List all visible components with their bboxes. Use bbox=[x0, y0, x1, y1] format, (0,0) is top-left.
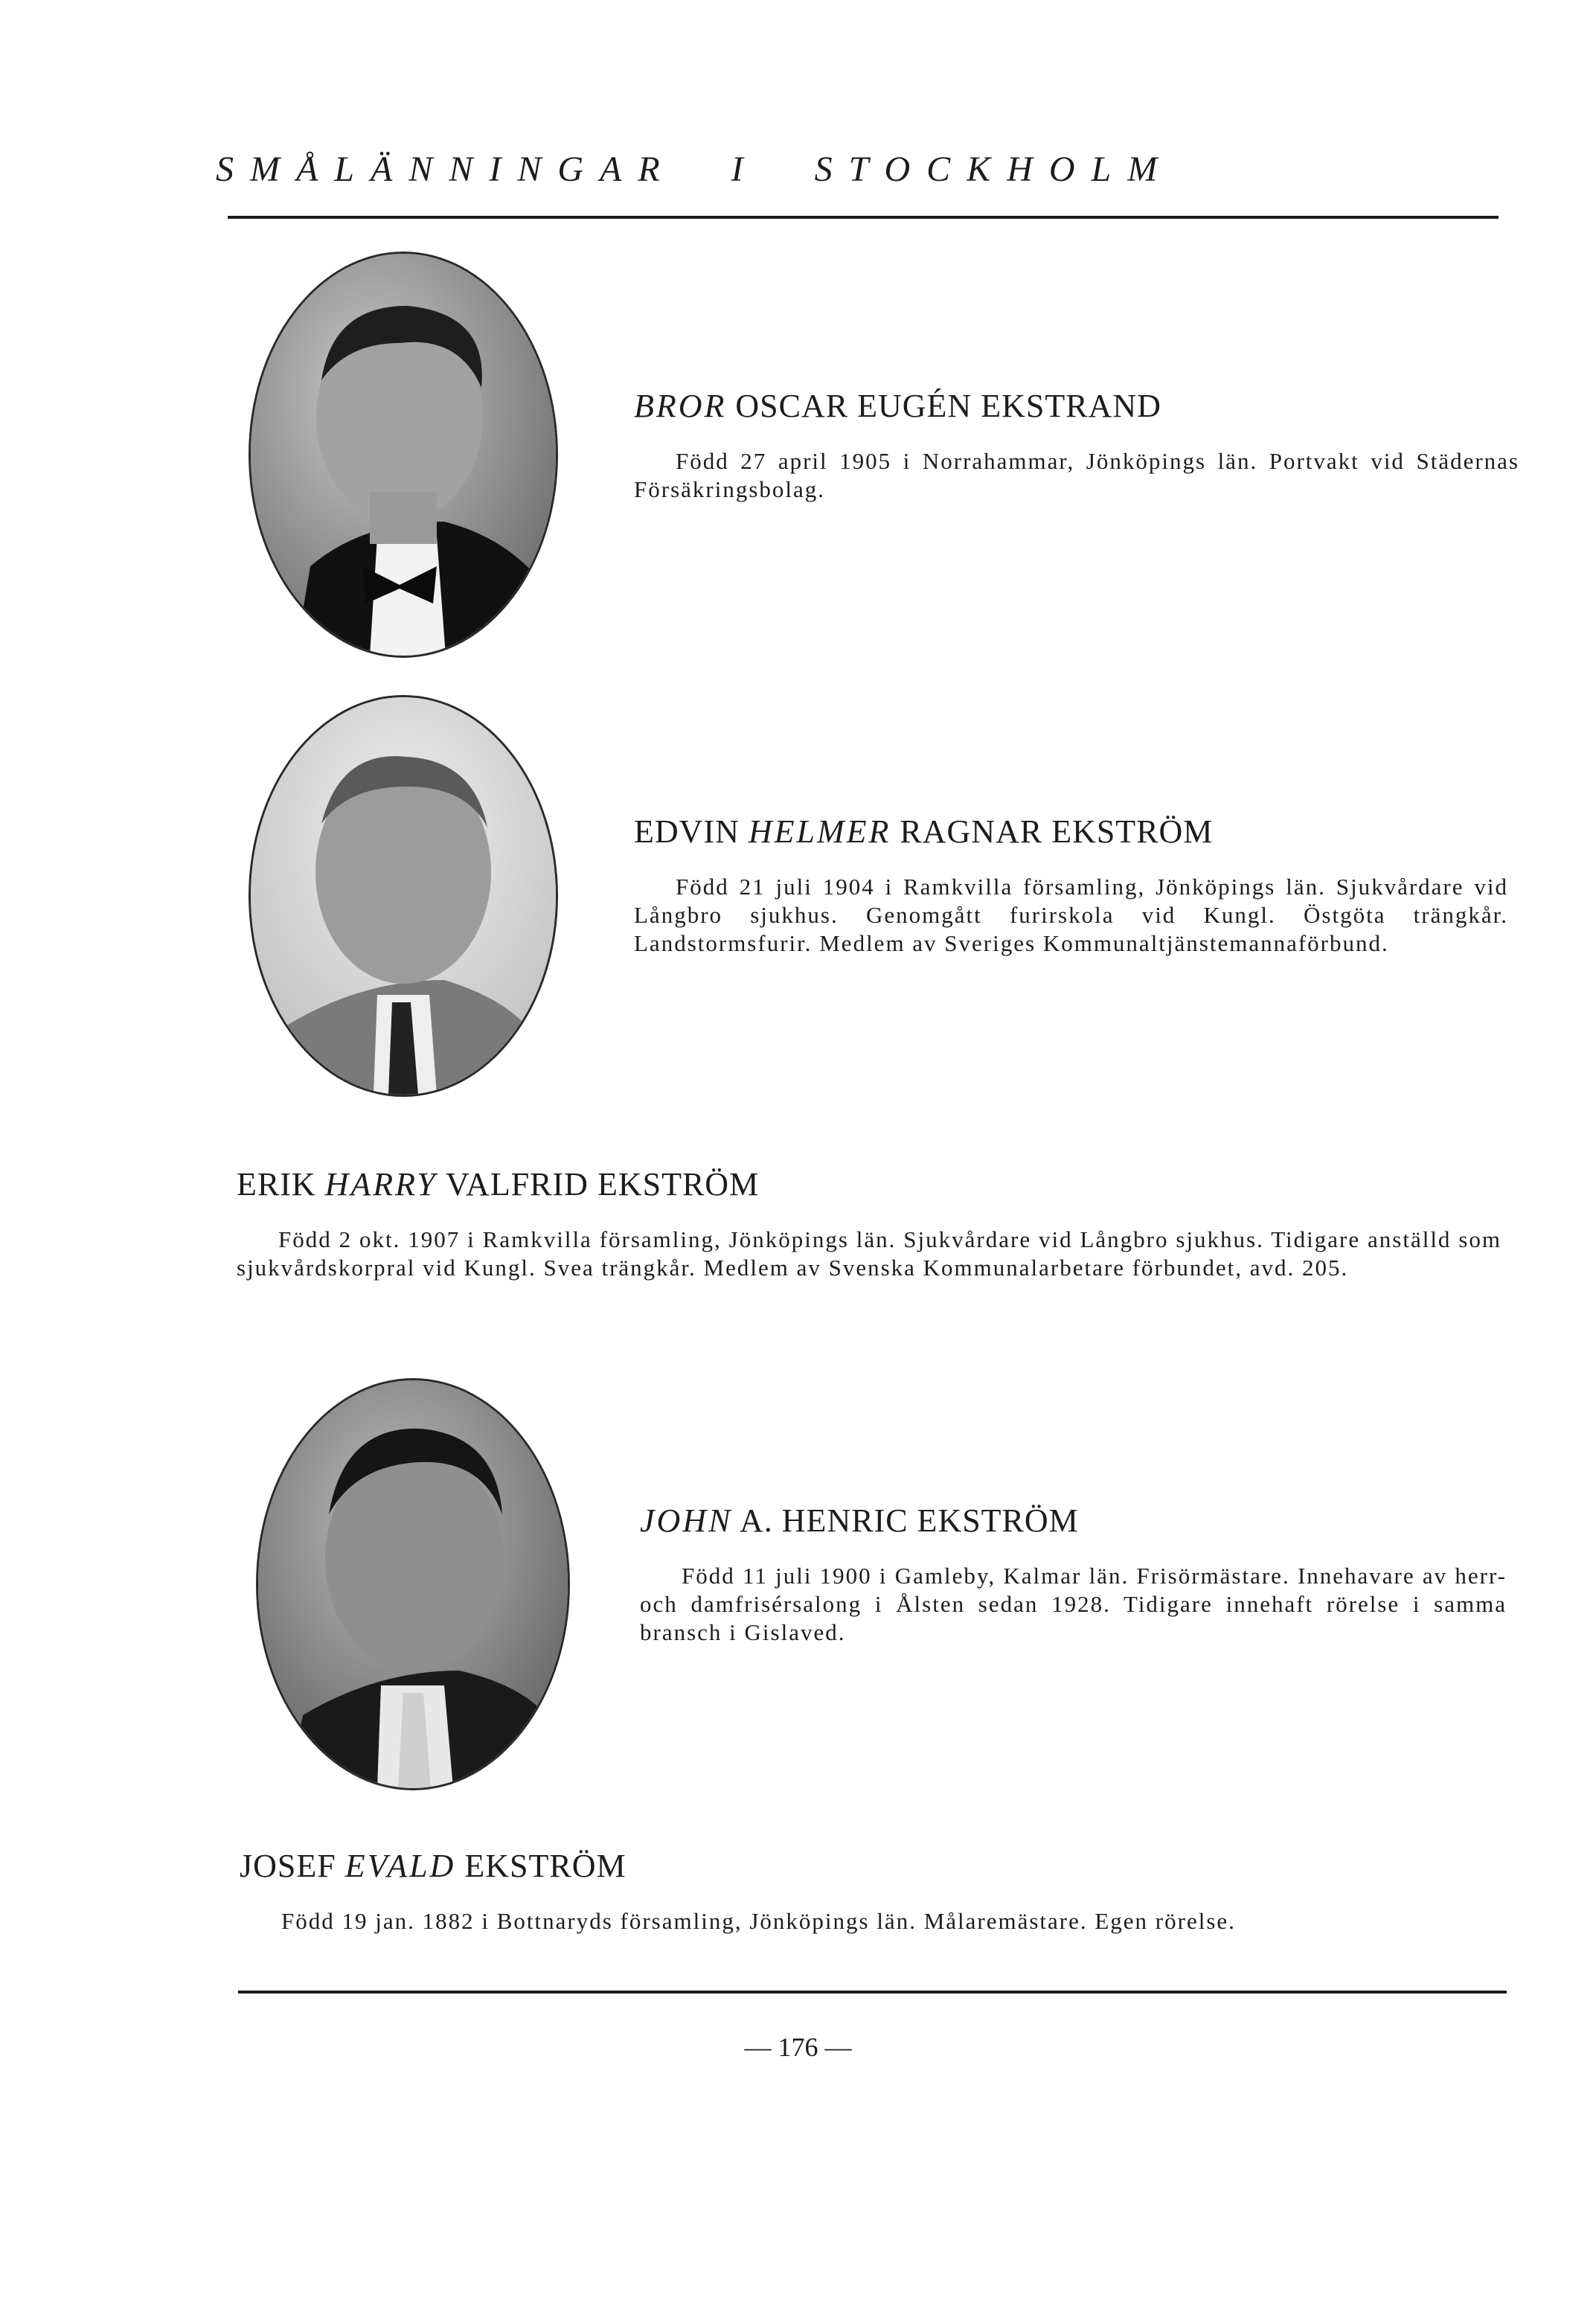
entry-ekstrom-harry bbox=[237, 1165, 1502, 1282]
name-before: ERIK bbox=[237, 1166, 325, 1203]
name-before: EDVIN bbox=[634, 813, 749, 850]
given-name: JOHN bbox=[640, 1502, 733, 1539]
name-after: EKSTRÖM bbox=[455, 1848, 626, 1884]
entry-bio: Född 21 juli 1904 i Ramkvilla församling, Jönköpings län. Sjukvårdare vid Långbro sjukhus. Genomgått furirskola vid Kungl. Östgöta trängkår. Landstormsfurir. Medlem av Sveriges Kommunaltjänstemannaförbund. bbox=[634, 874, 1508, 956]
name-before: JOSEF bbox=[240, 1848, 345, 1884]
entry-name bbox=[634, 813, 1508, 851]
entry-ekstrom-helmer bbox=[634, 813, 1508, 958]
entry-ekstrom-john bbox=[640, 1502, 1507, 1647]
entry-bio: Född 2 okt. 1907 i Ramkvilla församling, Jönköpings län. Sjukvårdare vid Långbro sjukhus. Tidigare anställd som sjukvårdskorpral vid Kungl. Svea trängkår. Medlem av Svenska Kommunalarbetare förbundet, avd. 205. bbox=[237, 1226, 1502, 1281]
running-header: SMÅLÄNNINGAR I STOCKHOLM bbox=[216, 150, 1174, 189]
entry-name bbox=[634, 387, 1519, 425]
entry-bio: Född 11 juli 1900 i Gamleby, Kalmar län. Frisörmästare. Innehavare av herr- och damfrisérsalong i Ålsten sedan 1928. Tidigare innehaft rörelse i samma bransch i Gislaved. bbox=[640, 1563, 1507, 1645]
entry-name bbox=[640, 1502, 1507, 1540]
given-name: HELMER bbox=[748, 813, 891, 850]
entry-ekstrom-evald bbox=[240, 1847, 1504, 1935]
entry-bio: Född 27 april 1905 i Norrahammar, Jönköpings län. Portvakt vid Städernas Försäkringsbolag. bbox=[634, 448, 1519, 502]
entry-name bbox=[237, 1165, 1502, 1203]
entry-bio: Född 19 jan. 1882 i Bottnaryds församling, Jönköpings län. Målaremästare. Egen rörelse. bbox=[281, 1908, 1236, 1934]
header-rule bbox=[228, 216, 1499, 219]
entry-ekstrand-bror bbox=[634, 387, 1519, 504]
name-after: VALFRID EKSTRÖM bbox=[437, 1166, 760, 1203]
page-number: — 176 — bbox=[744, 2032, 852, 2062]
given-name: EVALD bbox=[344, 1848, 456, 1884]
portrait-photo-ekstrand bbox=[249, 252, 558, 658]
given-name: BROR bbox=[634, 388, 727, 424]
portrait-photo-ekstrom-john bbox=[256, 1378, 570, 1790]
footer-rule bbox=[238, 1991, 1507, 1994]
entry-name bbox=[240, 1847, 1504, 1885]
name-after: RAGNAR EKSTRÖM bbox=[891, 813, 1214, 850]
given-name: HARRY bbox=[324, 1166, 438, 1203]
portrait-photo-ekstrom-helmer bbox=[249, 695, 558, 1097]
name-after: OSCAR EUGÉN EKSTRAND bbox=[726, 388, 1161, 424]
name-after: A. HENRIC EKSTRÖM bbox=[732, 1502, 1079, 1539]
